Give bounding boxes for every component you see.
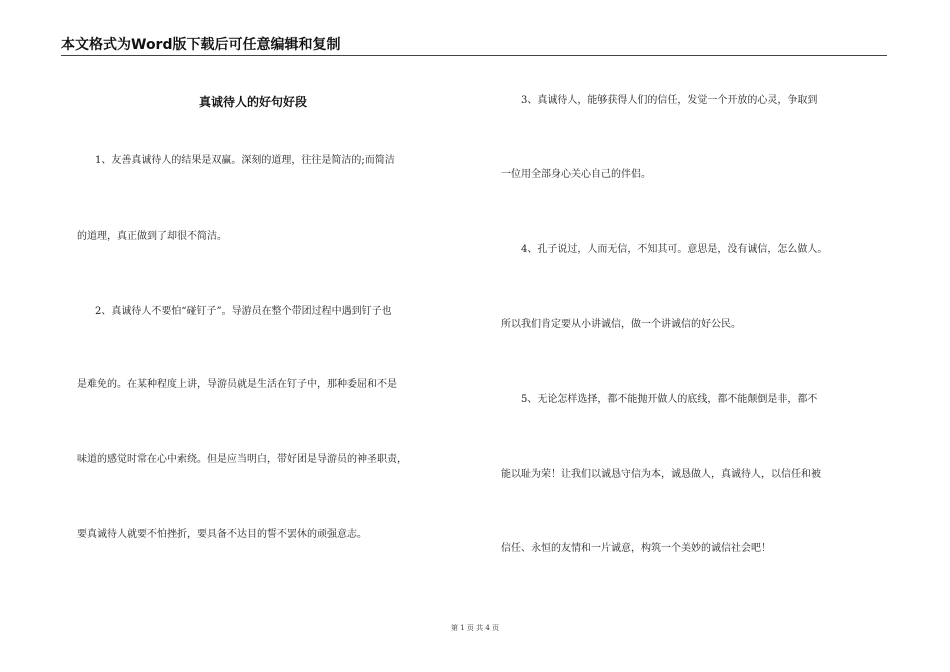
left-paragraph-1-line-2: 的道理，真正做到了却很不简洁。: [77, 231, 227, 242]
left-paragraph-2-line-1: 2、真诚待人不要怕“碰钉子”。导游员在整个带团过程中遇到钉子也: [95, 306, 392, 317]
right-paragraph-5-line-2: 能以耻为荣！让我们以诚恳守信为本，诚恳做人，真诚待人，以信任和被: [501, 469, 821, 480]
left-paragraph-2-line-2: 是难免的。在某种程度上讲，导游员就是生活在钉子中，那种委屈和不是: [77, 379, 397, 390]
header-divider: [61, 55, 887, 56]
left-paragraph-2-line-3: 味道的感觉时常在心中索绕。但是应当明白，带好团是导游员的神圣职责，: [77, 454, 407, 465]
right-paragraph-4-line-2: 所以我们肯定要从小讲诚信，做一个讲诚信的好公民。: [501, 319, 741, 330]
page-number-footer: 第 1 页 共 4 页: [450, 624, 500, 632]
right-paragraph-3-line-1: 3、真诚待人，能够获得人们的信任，发觉一个开放的心灵，争取到: [521, 95, 818, 106]
right-paragraph-5-line-3: 信任、永恒的友情和一片诚意，构筑一个美妙的诚信社会吧！: [501, 543, 771, 554]
right-paragraph-5-line-1: 5、无论怎样选择，都不能抛开做人的底线，都不能颠倒是非，都不: [521, 394, 818, 405]
right-paragraph-4-line-1: 4、孔子说过，人而无信，不知其可。意思是，没有诚信，怎么做人。: [521, 244, 828, 255]
document-title: 真诚待人的好句好段: [199, 95, 308, 109]
left-paragraph-1-line-1: 1、友善真诚待人的结果是双赢。深刻的道理，往往是简洁的;而简洁: [95, 155, 395, 166]
right-paragraph-3-line-2: 一位用全部身心关心自己的伴侣。: [501, 169, 651, 180]
left-paragraph-2-line-4: 要真诚待人就要不怕挫折，要具备不达目的誓不罢休的顽强意志。: [77, 529, 367, 540]
page-header-title: 本文格式为Word版下载后可任意编辑和复制: [61, 37, 341, 53]
